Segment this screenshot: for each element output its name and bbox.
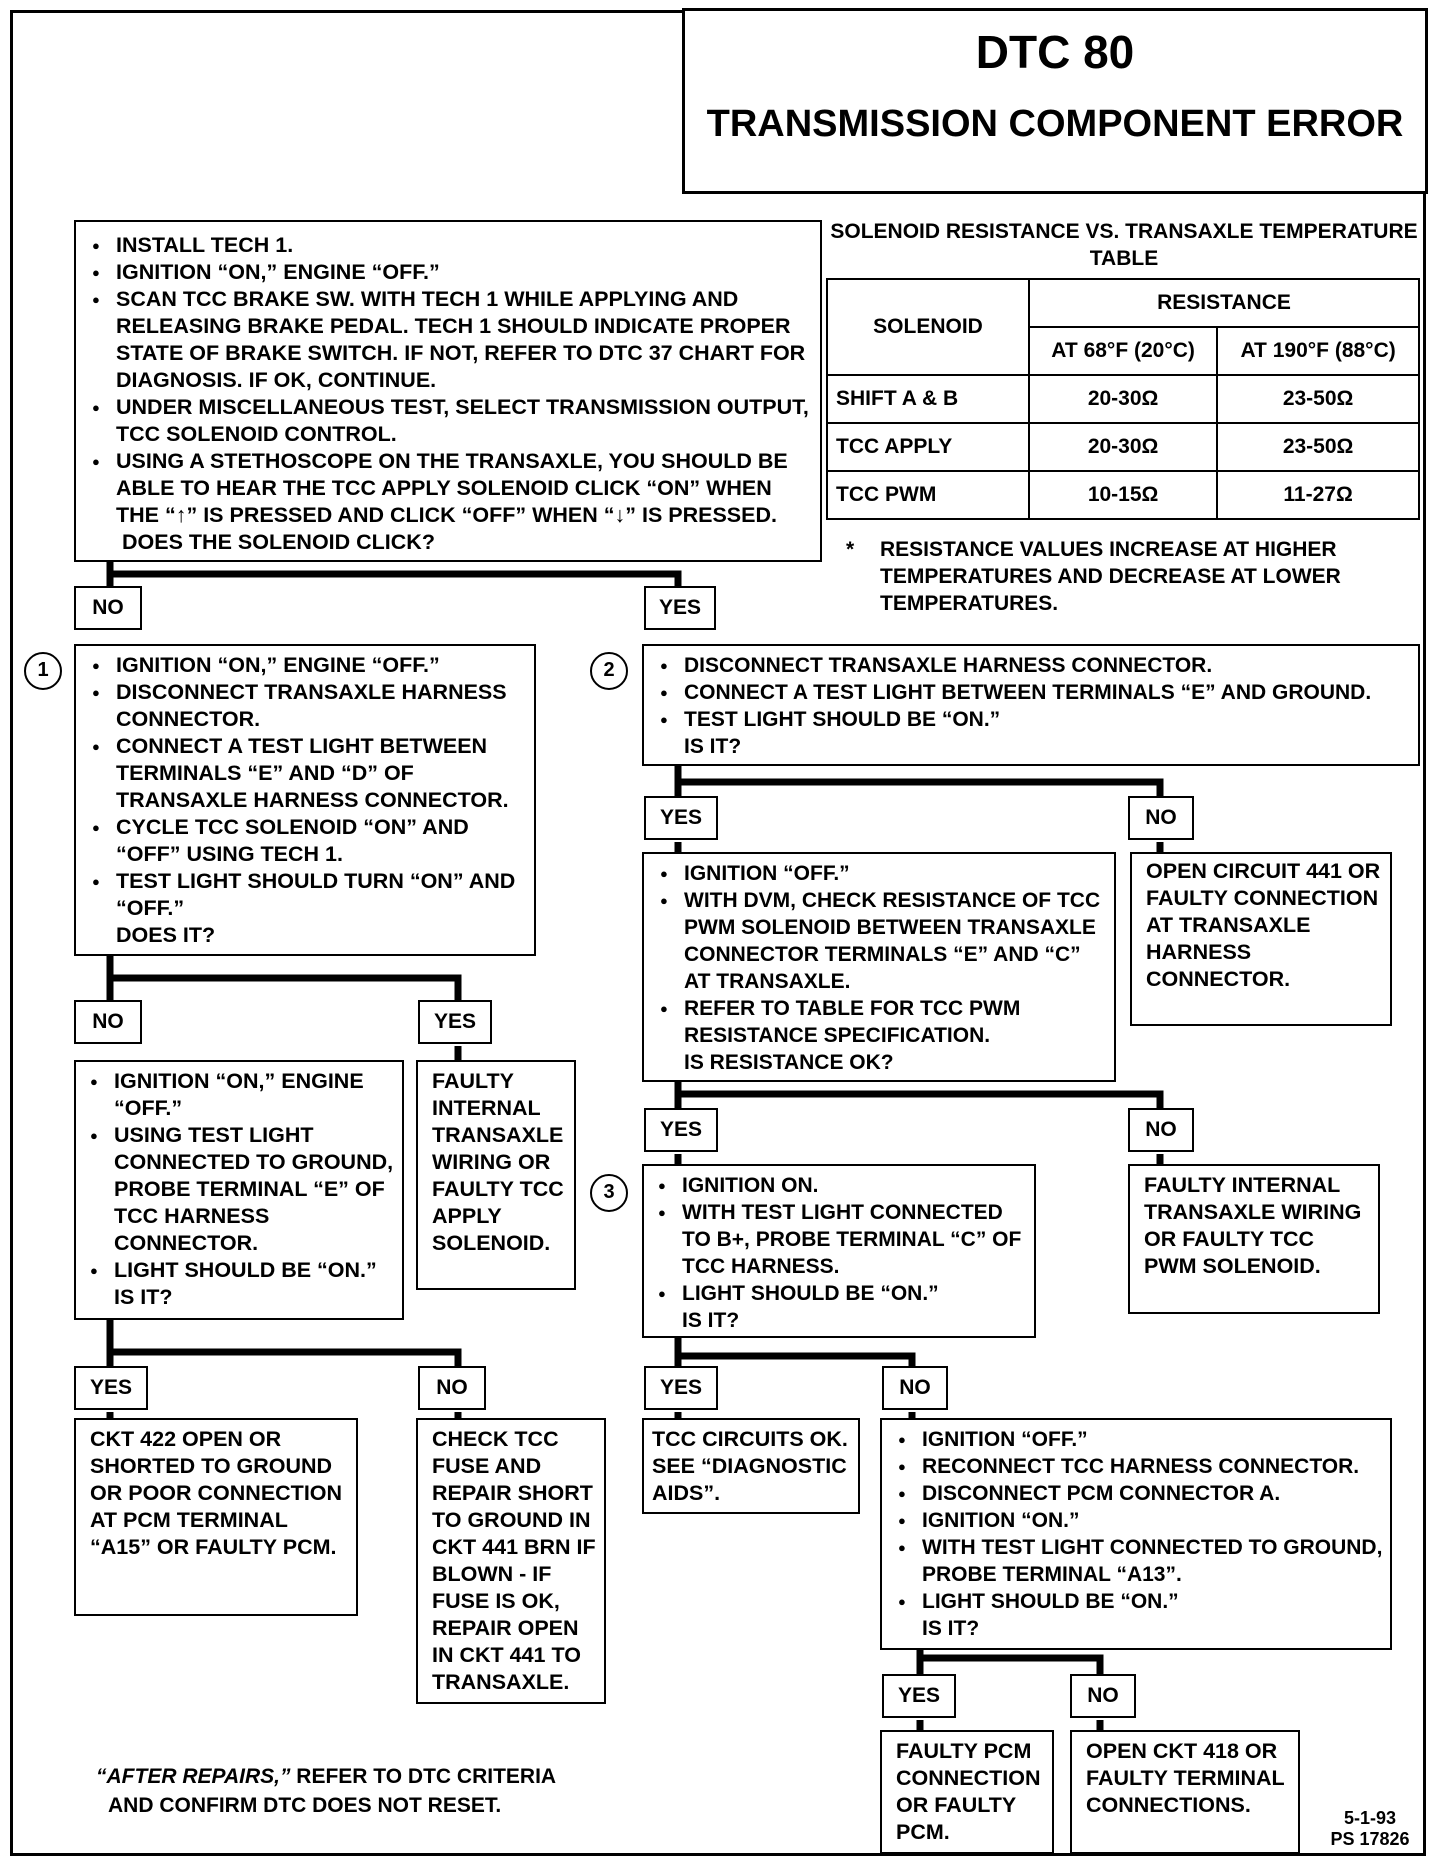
start-question: DOES THE SOLENOID CLICK?	[122, 530, 435, 554]
yes-label: YES	[644, 586, 716, 630]
step2-yes-item: ● IGNITION “OFF.”	[650, 860, 1110, 887]
step2-yes-box	[642, 852, 1116, 1082]
yes-label: YES	[418, 1000, 492, 1044]
step1-no-item: ● IGNITION “ON,” ENGINE “OFF.”	[80, 1068, 398, 1122]
step1-no-question: IS IT?	[114, 1285, 173, 1309]
table-cell: 23-50Ω	[1217, 423, 1419, 471]
step3-box	[642, 1164, 1036, 1338]
yes-label: YES	[644, 796, 718, 840]
step3-no-item: ● DISCONNECT PCM CONNECTOR A.	[888, 1480, 1386, 1507]
yes-label: YES	[644, 1108, 718, 1152]
start-step: ● IGNITION “ON,” ENGINE “OFF.”	[82, 259, 814, 286]
step1-no-no-result: CHECK TCC FUSE AND REPAIR SHORT TO GROUND IN CKT 441 BRN IF BLOWN - IF FUSE IS OK, REPAIR OPEN IN CKT 441 TO TRANSAXLE.	[416, 1418, 606, 1704]
yes-label: YES	[644, 1366, 718, 1410]
step2-question: IS IT?	[684, 735, 742, 758]
step2-item: ● CONNECT A TEST LIGHT BETWEEN TERMINALS “E” AND GROUND.	[650, 679, 1414, 706]
table-header-solenoid: SOLENOID	[827, 279, 1029, 375]
step1-item: ● IGNITION “ON,” ENGINE “OFF.”	[82, 652, 528, 679]
no-label: NO	[418, 1366, 486, 1410]
step3-item: ● IGNITION ON.	[648, 1172, 1030, 1199]
step1-question: DOES IT?	[116, 923, 216, 947]
step3-no-item: ● RECONNECT TCC HARNESS CONNECTOR.	[888, 1453, 1386, 1480]
start-step: ● SCAN TCC BRAKE SW. WITH TECH 1 WHILE APPLYING AND RELEASING BRAKE PEDAL. TECH 1 SHOULD INDICATE PROPER STATE OF BRAKE SWITCH. IF NOT, REFER TO DTC 37 CHART FOR DIAGNOSIS. IF OK, CONTINUE.	[82, 286, 814, 394]
note-text: RESISTANCE VALUES INCREASE AT HIGHER TEMPERATURES AND DECREASE AT LOWER TEMPERATURES.	[880, 538, 1341, 615]
step2-box	[642, 644, 1420, 766]
step2-yes-item: ● REFER TO TABLE FOR TCC PWM RESISTANCE SPECIFICATION.	[650, 995, 1110, 1049]
step1-item: ● DISCONNECT TRANSAXLE HARNESS CONNECTOR.	[82, 679, 528, 733]
start-step: ● INSTALL TECH 1.	[82, 232, 814, 259]
dtc-title: TRANSMISSION COMPONENT ERROR	[706, 103, 1404, 145]
table-cell: 11-27Ω	[1217, 471, 1419, 519]
step3-no-item: ● IGNITION “ON.”	[888, 1507, 1386, 1534]
step1-item: ● TEST LIGHT SHOULD TURN “ON” AND “OFF.”	[82, 868, 528, 922]
resistance-no-result: FAULTY INTERNAL TRANSAXLE WIRING OR FAULTY TCC PWM SOLENOID.	[1128, 1164, 1380, 1314]
step2-yes-item: ● WITH DVM, CHECK RESISTANCE OF TCC PWM SOLENOID BETWEEN TRANSAXLE CONNECTOR TERMINALS “E” AND “C” AT TRANSAXLE.	[650, 887, 1110, 995]
no-label: NO	[74, 586, 142, 630]
step1-no-item: ● LIGHT SHOULD BE “ON.”	[80, 1257, 398, 1284]
table-cell: TCC APPLY	[827, 423, 1029, 471]
step3-item: ● WITH TEST LIGHT CONNECTED TO B+, PROBE TERMINAL “C” OF TCC HARNESS.	[648, 1199, 1030, 1280]
after-repairs-text: REFER TO DTC CRITERIA	[290, 1765, 557, 1788]
step3-no-item: ● LIGHT SHOULD BE “ON.”	[888, 1588, 1386, 1615]
step3-no-box	[880, 1418, 1392, 1650]
no-label: NO	[1070, 1674, 1136, 1718]
step3-no-yes-result: FAULTY PCM CONNECTION OR FAULTY PCM.	[880, 1730, 1054, 1854]
document-ps-number: PS 17826	[1330, 1829, 1410, 1849]
step1-yes-result: FAULTY INTERNAL TRANSAXLE WIRING OR FAULTY TCC APPLY SOLENOID.	[416, 1060, 576, 1290]
table-note	[846, 536, 1406, 617]
step1-item: ● CONNECT A TEST LIGHT BETWEEN TERMINALS “E” AND “D” OF TRANSAXLE HARNESS CONNECTOR.	[82, 733, 528, 814]
step3-no-item: ● IGNITION “OFF.”	[888, 1426, 1386, 1453]
step3-question: IS IT?	[682, 1309, 740, 1332]
document-date: 5-1-93	[1343, 1808, 1397, 1828]
table-header-190f: AT 190°F (88°C)	[1217, 327, 1419, 375]
step-number-1: 1	[24, 652, 62, 690]
table-cell: 23-50Ω	[1217, 375, 1419, 423]
no-label: NO	[882, 1366, 948, 1410]
after-repairs-line2: AND CONFIRM DTC DOES NOT RESET.	[108, 1794, 502, 1817]
table-cell: TCC PWM	[827, 471, 1029, 519]
step1-box	[74, 644, 536, 956]
start-box	[74, 220, 822, 562]
step1-no-box	[74, 1060, 404, 1320]
table-title: SOLENOID RESISTANCE VS. TRANSAXLE TEMPERATURE TABLE	[830, 220, 1418, 270]
note-asterisk: *	[846, 538, 855, 561]
table-row	[827, 375, 1419, 423]
after-repairs-italic: “AFTER REPAIRS,”	[96, 1765, 291, 1788]
table-header-resistance: RESISTANCE	[1029, 279, 1419, 327]
step1-item: ● CYCLE TCC SOLENOID “ON” AND “OFF” USING TECH 1.	[82, 814, 528, 868]
after-repairs-note	[96, 1762, 556, 1820]
step-number-2: 2	[590, 652, 628, 690]
dtc-code: DTC 80	[975, 26, 1135, 78]
step3-no-question: IS IT?	[922, 1617, 980, 1640]
yes-label: YES	[882, 1674, 956, 1718]
step2-item: ● DISCONNECT TRANSAXLE HARNESS CONNECTOR.	[650, 652, 1414, 679]
start-step: ● UNDER MISCELLANEOUS TEST, SELECT TRANSMISSION OUTPUT, TCC SOLENOID CONTROL.	[82, 394, 814, 448]
step3-no-item: ● WITH TEST LIGHT CONNECTED TO GROUND, PROBE TERMINAL “A13”.	[888, 1534, 1386, 1588]
table-cell: 20-30Ω	[1029, 375, 1217, 423]
step2-yes-question: IS RESISTANCE OK?	[684, 1051, 894, 1074]
step2-item: ● TEST LIGHT SHOULD BE “ON.”	[650, 706, 1414, 733]
step3-item: ● LIGHT SHOULD BE “ON.”	[648, 1280, 1030, 1307]
table-cell: 20-30Ω	[1029, 423, 1217, 471]
table-cell: 10-15Ω	[1029, 471, 1217, 519]
step3-yes-result: TCC CIRCUITS OK. SEE “DIAGNOSTIC AIDS”.	[642, 1418, 860, 1514]
no-label: NO	[1128, 1108, 1194, 1152]
step1-no-yes-result: CKT 422 OPEN OR SHORTED TO GROUND OR POOR CONNECTION AT PCM TERMINAL “A15” OR FAULTY PCM.	[74, 1418, 358, 1616]
table-header-68f: AT 68°F (20°C)	[1029, 327, 1217, 375]
step1-no-item: ● USING TEST LIGHT CONNECTED TO GROUND, PROBE TERMINAL “E” OF TCC HARNESS CONNECTOR.	[80, 1122, 398, 1257]
table-row	[827, 423, 1419, 471]
document-reference	[1318, 1808, 1422, 1850]
no-label: NO	[1128, 796, 1194, 840]
step-number-3: 3	[590, 1174, 628, 1212]
table-cell: SHIFT A & B	[827, 375, 1029, 423]
resistance-table	[826, 278, 1420, 520]
step2-no-result: OPEN CIRCUIT 441 OR FAULTY CONNECTION AT TRANSAXLE HARNESS CONNECTOR.	[1130, 852, 1392, 1026]
step3-no-no-result: OPEN CKT 418 OR FAULTY TERMINAL CONNECTIONS.	[1070, 1730, 1300, 1854]
start-step: ● USING A STETHOSCOPE ON THE TRANSAXLE, YOU SHOULD BE ABLE TO HEAR THE TCC APPLY SOLENOID CLICK “ON” WHEN THE “↑” IS PRESSED AND CLICK “OFF” WHEN “↓” IS PRESSED.	[82, 448, 814, 529]
yes-label: YES	[74, 1366, 148, 1410]
no-label: NO	[74, 1000, 142, 1044]
table-row	[827, 471, 1419, 519]
